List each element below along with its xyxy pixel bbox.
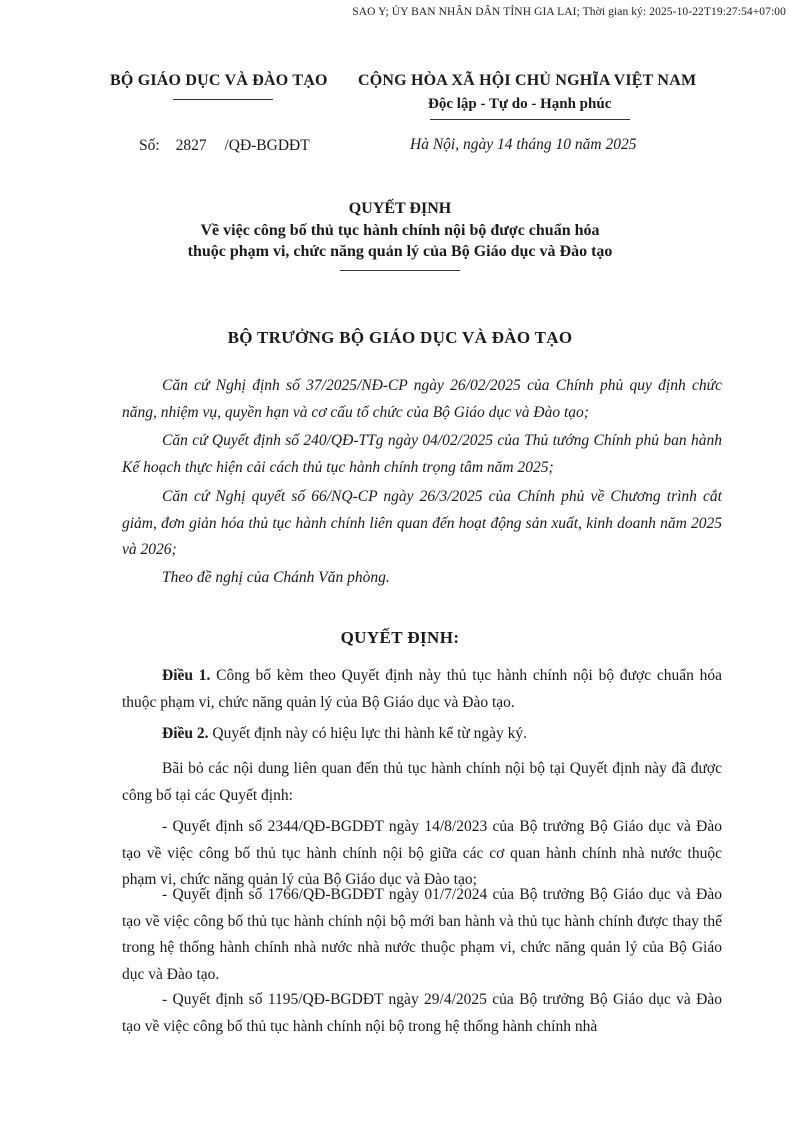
repeal-clause: Bãi bỏ các nội dung liên quan đến thủ tục hành chính nội bộ tại Quyết định này đã được công bố tại các Quyết định: (122, 760, 722, 804)
authority-heading: BỘ TRƯỞNG BỘ GIÁO DỤC VÀ ĐÀO TẠO (227, 328, 573, 347)
number-label: Số: (139, 137, 160, 154)
title-underline (340, 270, 460, 271)
repealed-decision-2: - Quyết định số 1766/QĐ-BGDĐT ngày 01/7/2024 của Bộ trưởng Bộ Giáo dục và Đào tạo về việc công bố thủ tục hành chính nội bộ mới ban hành và thủ tục hành chính được thay thế trong hệ thống hành chính nhà nước nhà nước thuộc phạm vi, chức năng quản lý của Bộ Giáo dục và Đào tạo. (122, 886, 722, 983)
repealed-decision-3: - Quyết định số 1195/QĐ-BGDĐT ngày 29/4/2025 của Bộ trưởng Bộ Giáo dục và Đào tạo về việc công bố thủ tục hành chính nội bộ trong hệ thống hành chính nhà (122, 991, 722, 1035)
subject-line-1: Về việc công bố thủ tục hành chính nội bộ được chuẩn hóa (200, 222, 600, 239)
repealed-decision-1: - Quyết định số 2344/QĐ-BGDĐT ngày 14/8/2023 của Bộ trưởng Bộ Giáo dục và Đào tạo về việc công bố thủ tục hành chính nội bộ giữa các cơ quan hành chính nhà nước thuộc phạm vi, chức năng quản lý của Bộ Giáo dục và Đào tạo; (122, 818, 722, 888)
proposal-basis: Theo đề nghị của Chánh Văn phòng. (162, 569, 390, 586)
document-type-title: QUYẾT ĐỊNH (348, 200, 452, 217)
legal-basis-1: Căn cứ Nghị định số 37/2025/NĐ-CP ngày 26/02/2025 của Chính phủ quy định chức năng, nhiệm vụ, quyền hạn và cơ cấu tổ chức của Bộ Giáo dục và Đào tạo; (122, 377, 722, 421)
agency-underline (173, 99, 273, 100)
issuing-agency: BỘ GIÁO DỤC VÀ ĐÀO TẠO (110, 72, 328, 89)
article-1-text: Công bố kèm theo Quyết định này thủ tục hành chính nội bộ được chuẩn hóa thuộc phạm vi, chức năng quản lý của Bộ Giáo dục và Đào tạo. (122, 667, 723, 711)
article-1 (122, 663, 722, 716)
document-number (139, 137, 310, 155)
motto-underline (430, 119, 630, 120)
national-motto: Độc lập - Tự do - Hạnh phúc (428, 96, 612, 112)
subject-line-2: thuộc phạm vi, chức năng quản lý của Bộ Giáo dục và Đào tạo (187, 243, 613, 260)
article-2 (122, 721, 722, 748)
national-title: CỘNG HÒA XÃ HỘI CHỦ NGHĨA VIỆT NAM (358, 72, 697, 89)
legal-basis-3: Căn cứ Nghị quyết số 66/NQ-CP ngày 26/3/2025 của Chính phủ về Chương trình cắt giảm, đơn giản hóa thủ tục hành chính liên quan đến hoạt động sản xuất, kinh doanh năm 2025 và 2026; (122, 488, 722, 558)
article-1-label: Điều 1. (162, 667, 211, 684)
issue-date: Hà Nội, ngày 14 tháng 10 năm 2025 (410, 136, 637, 153)
digital-signature-stamp: SAO Y; ỦY BAN NHÂN DÂN TỈNH GIA LAI; Thời gian ký: 2025-10-22T19:27:54+07:00 (352, 6, 786, 18)
article-2-label: Điều 2. (162, 725, 209, 742)
number-suffix: /QĐ-BGDĐT (224, 137, 310, 154)
number-value: 2827 (175, 137, 207, 154)
article-2-text: Quyết định này có hiệu lực thi hành kể từ ngày ký. (212, 725, 528, 742)
decision-heading: QUYẾT ĐỊNH: (340, 628, 460, 647)
legal-basis-2: Căn cứ Quyết định số 240/QĐ-TTg ngày 04/02/2025 của Thủ tướng Chính phủ ban hành Kế hoạch thực hiện cải cách thủ tục hành chính trọng tâm năm 2025; (122, 432, 722, 476)
